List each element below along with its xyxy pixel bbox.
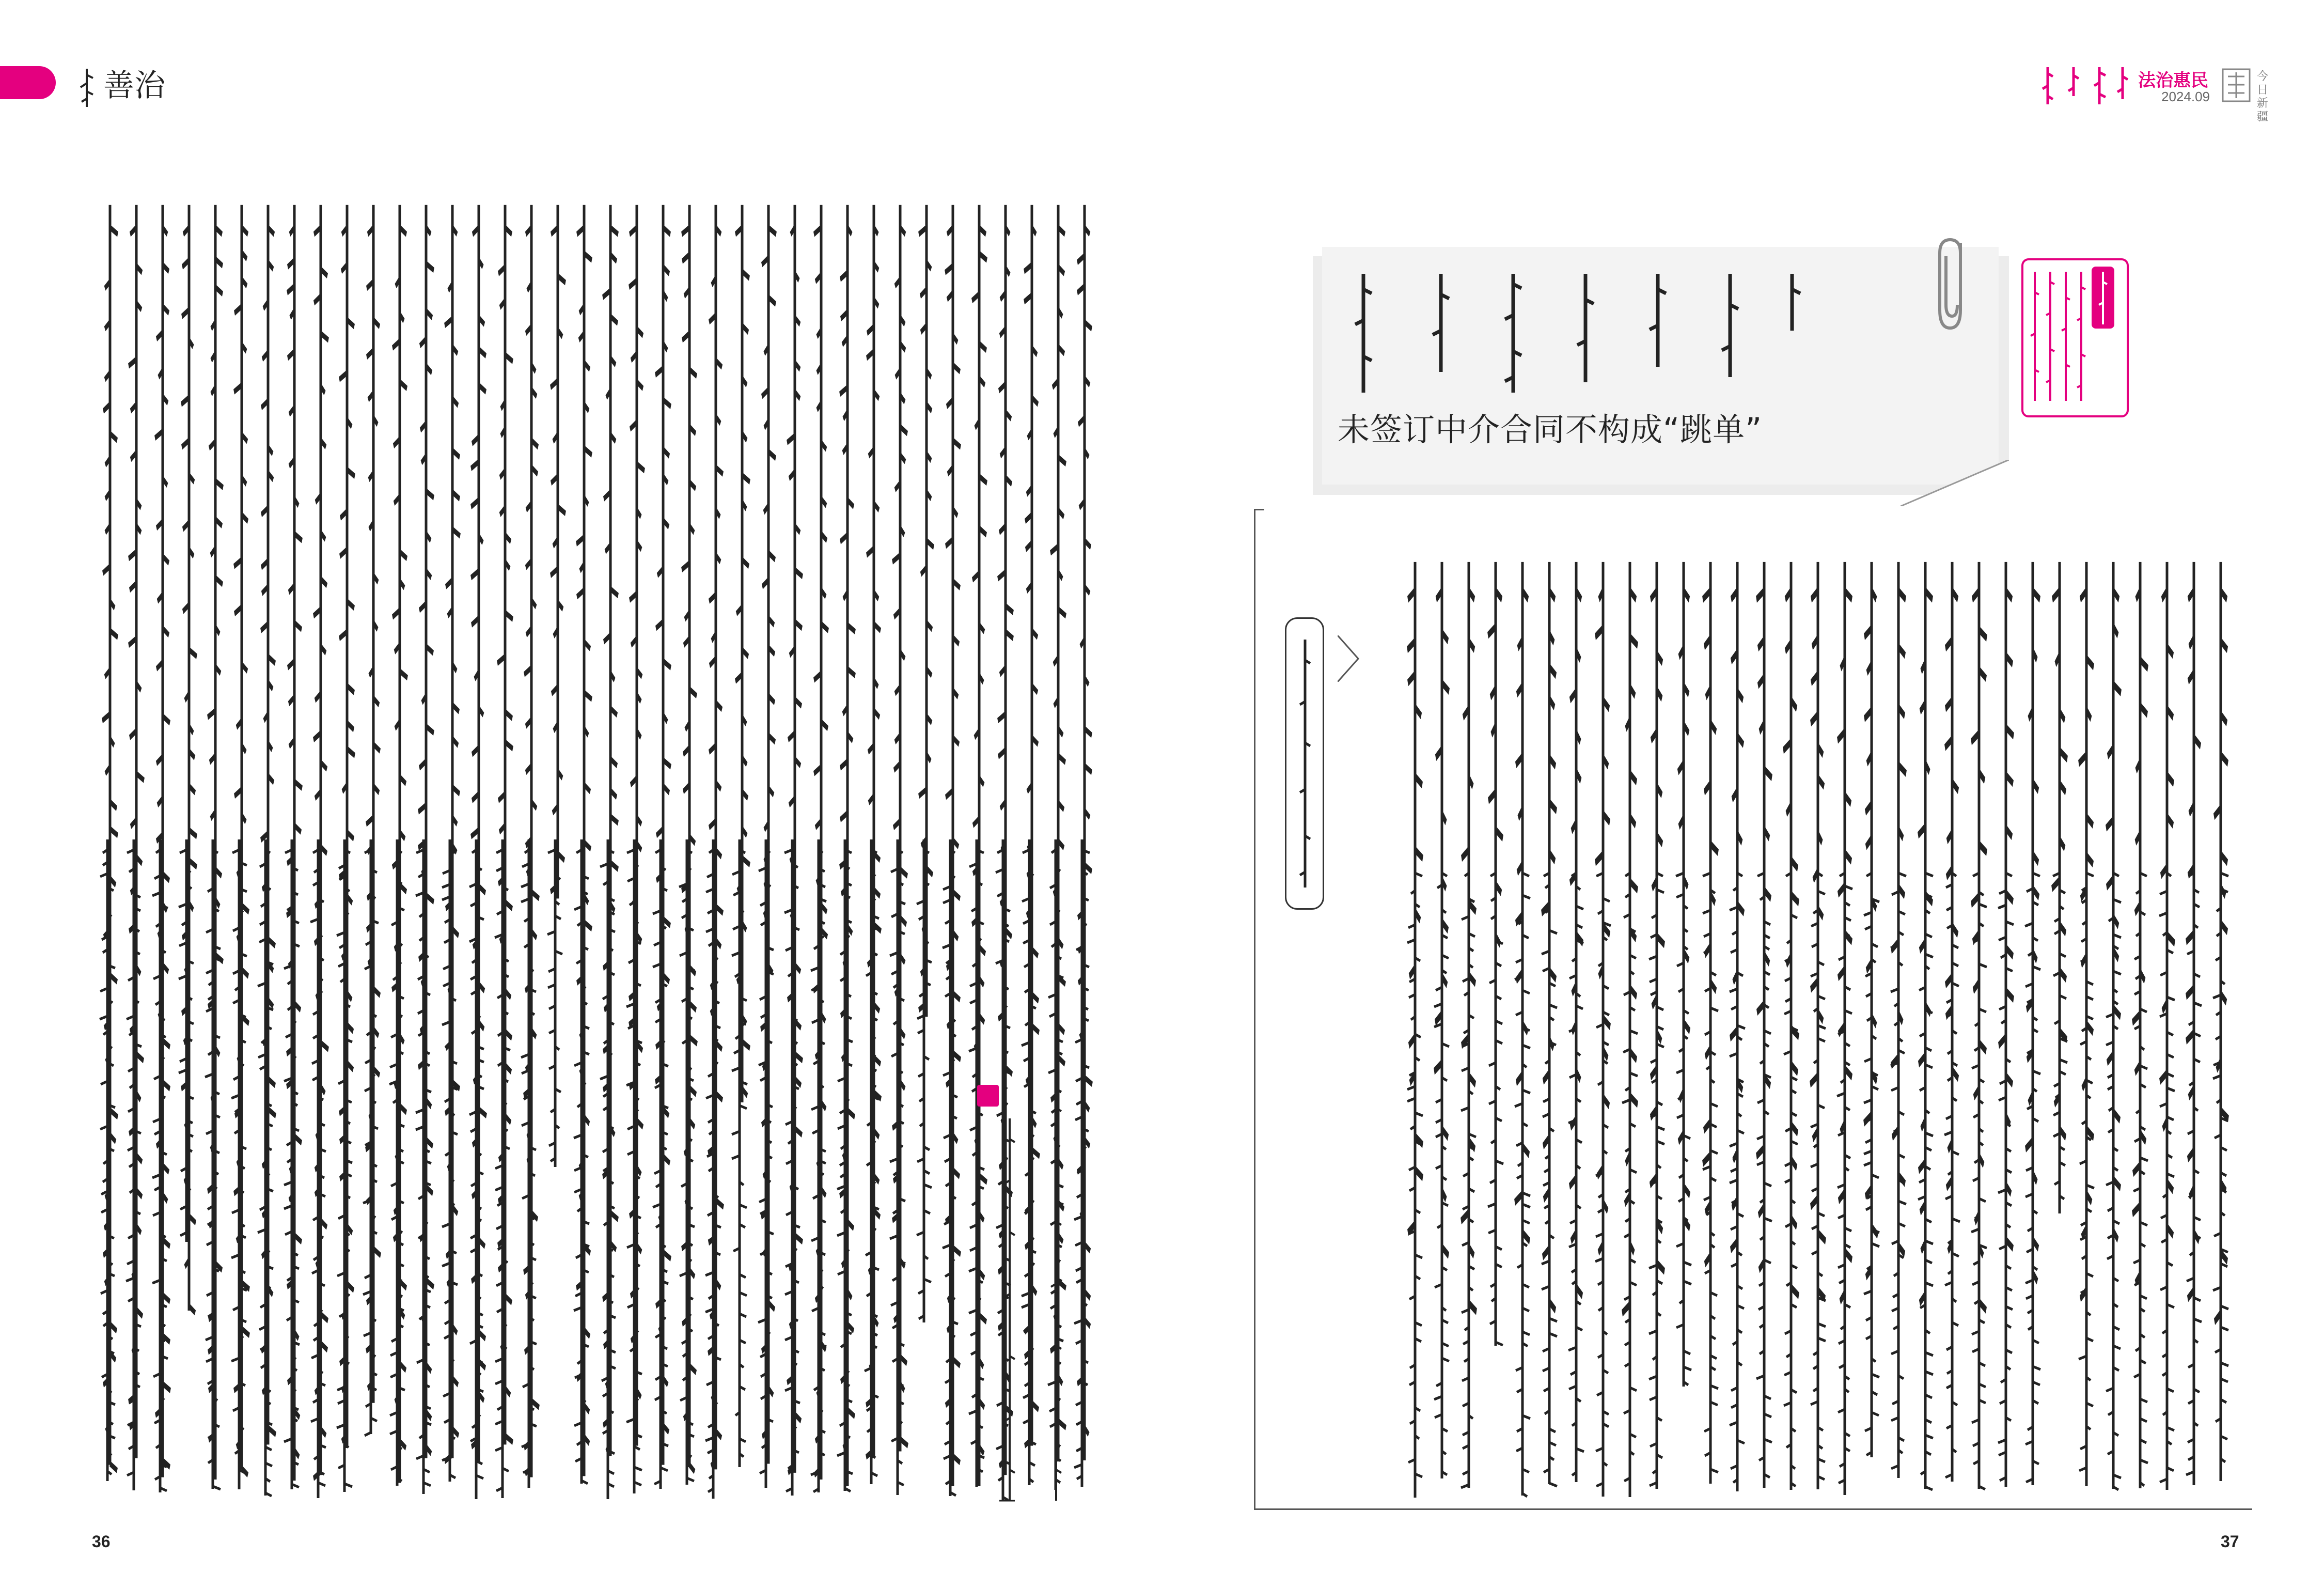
right-page-text-bottom <box>1405 858 2231 1508</box>
sidebar-heading-label <box>1285 617 1324 910</box>
text-column <box>2186 863 2202 1485</box>
text-column <box>969 839 984 1487</box>
text-column <box>1971 863 1987 1489</box>
text-column <box>865 839 879 1484</box>
text-column <box>2025 863 2040 1485</box>
text-column <box>837 839 853 1491</box>
text-column <box>2133 863 2148 1488</box>
mongolian-magazine-title <box>2037 65 2133 106</box>
text-column <box>1649 863 1665 1489</box>
text-column <box>653 839 668 1489</box>
text-column <box>1542 863 1557 1486</box>
text-column <box>231 839 247 1489</box>
text-column <box>442 839 458 1482</box>
text-column <box>152 839 168 1492</box>
text-column <box>626 839 642 1493</box>
text-column <box>2106 863 2121 1490</box>
text-column <box>1461 863 1476 1488</box>
text-column <box>495 839 510 1498</box>
text-column <box>337 839 352 1492</box>
text-column <box>1730 863 1745 1491</box>
callout-text <box>2024 261 2122 410</box>
text-column <box>1811 863 1826 1489</box>
text-column <box>732 839 747 1467</box>
page-number-right: 37 <box>2221 1532 2239 1551</box>
magazine-logo <box>2221 67 2252 103</box>
mongolian-script-mark <box>77 68 96 108</box>
text-column <box>2213 863 2228 1481</box>
author-credit <box>984 1077 1082 1506</box>
text-column <box>363 839 379 1436</box>
text-column <box>2053 863 2067 1213</box>
text-column <box>705 839 721 1499</box>
frame-notch <box>1338 635 1369 682</box>
text-column <box>574 839 589 1484</box>
text-column <box>2079 863 2094 1486</box>
text-column <box>258 839 273 1496</box>
text-column <box>890 839 905 1495</box>
text-column <box>1622 863 1638 1497</box>
mongolian-headline <box>1348 269 1813 398</box>
text-column <box>126 839 142 1490</box>
text-column <box>205 839 221 1489</box>
text-column <box>1703 863 1718 1484</box>
text-column <box>1918 863 1933 1490</box>
issue-number: 2024.09 <box>2161 89 2210 104</box>
text-column <box>1488 863 1503 1346</box>
text-column <box>416 839 431 1494</box>
text-column <box>1944 863 1960 1482</box>
sidebar-heading-text <box>1286 619 1323 908</box>
text-column <box>1568 863 1584 1482</box>
text-column <box>1407 863 1423 1498</box>
text-column <box>2159 863 2175 1490</box>
text-column <box>943 839 958 1496</box>
text-column <box>600 839 616 1499</box>
text-column <box>310 839 326 1498</box>
title-card-fold <box>1901 460 2009 506</box>
section-title: 善治 <box>77 61 165 108</box>
text-column <box>1784 863 1798 1490</box>
article-headline: 未签订中介合同不构成“跳单” <box>1338 411 1763 448</box>
text-column <box>1515 863 1530 1497</box>
text-column <box>1434 863 1449 1478</box>
text-column <box>917 839 932 1322</box>
text-column <box>1676 863 1691 1387</box>
text-column <box>521 839 537 1488</box>
article-frame-top <box>1254 509 1264 510</box>
text-column <box>179 839 194 1242</box>
text-column <box>1864 863 1879 1457</box>
magazine-title: 法治惠民 <box>2138 71 2208 90</box>
text-column <box>758 839 774 1488</box>
left-page-text-bottom <box>98 834 1092 1511</box>
text-column <box>100 839 115 1481</box>
paperclip-icon <box>1932 232 1973 336</box>
text-column <box>1891 863 1906 1478</box>
text-column <box>551 205 566 899</box>
text-column <box>1595 863 1611 1497</box>
text-column <box>784 839 800 1496</box>
text-column <box>547 839 562 1167</box>
text-column <box>1998 863 2014 1487</box>
text-column <box>1837 863 1852 1495</box>
text-column <box>811 839 826 1492</box>
text-column <box>679 839 695 1485</box>
page-number-left: 36 <box>92 1532 111 1551</box>
logo-text: 今日新疆 <box>2257 70 2269 123</box>
text-column <box>469 839 484 1499</box>
text-column <box>389 839 405 1486</box>
text-column <box>1756 863 1772 1488</box>
text-column <box>284 839 300 1489</box>
section-tab <box>0 66 56 99</box>
